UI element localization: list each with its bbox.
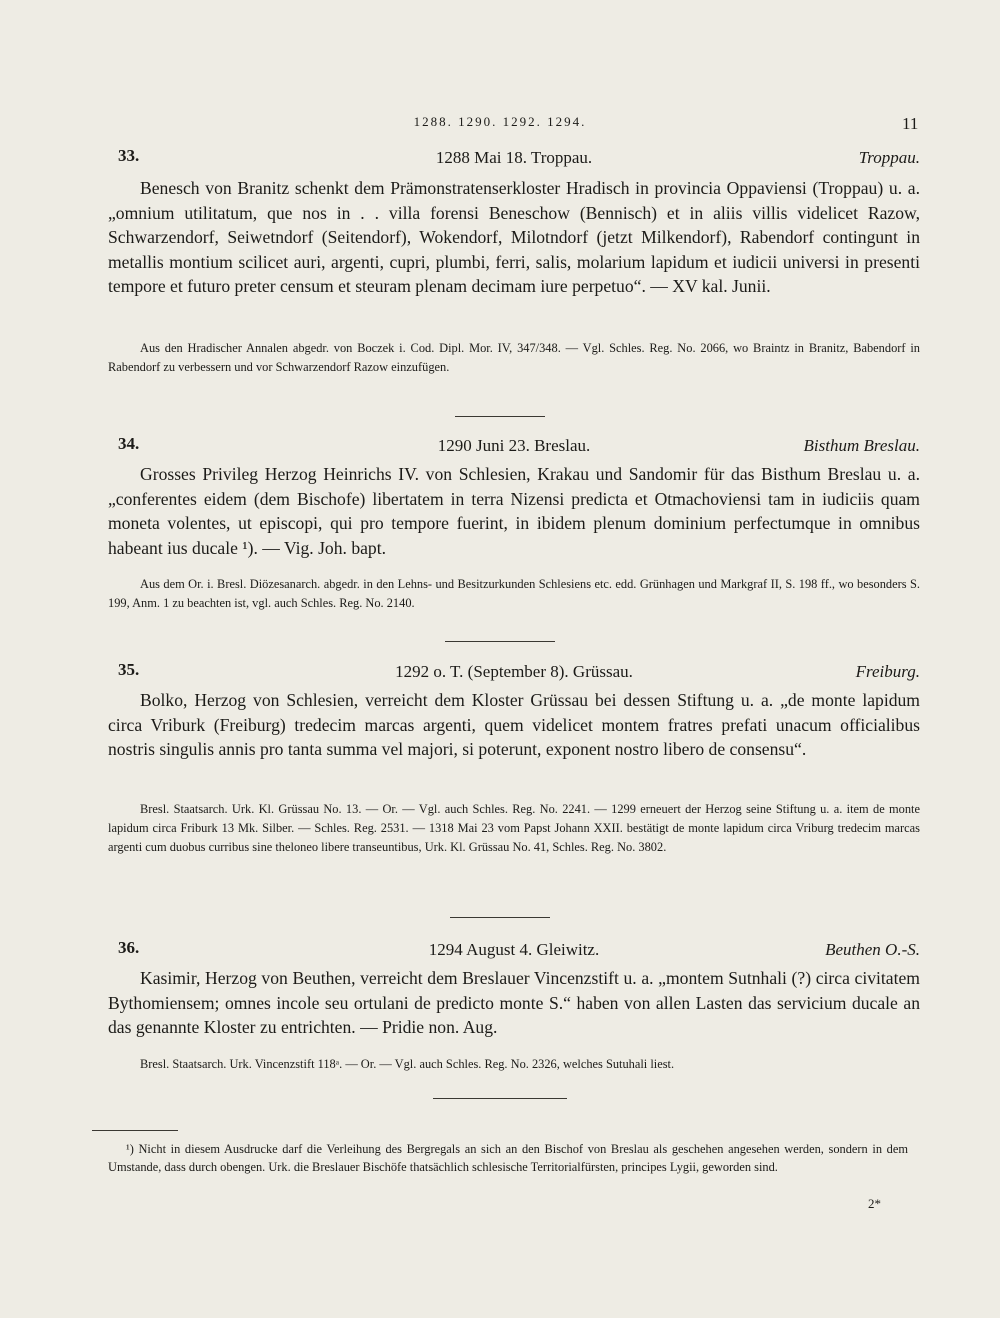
footnote-rule — [92, 1130, 178, 1131]
entry-place: Troppau. — [858, 148, 920, 167]
entry-date: 1294 August 4. Gleiwitz. — [428, 940, 600, 959]
entry-text — [108, 688, 920, 762]
entry-note-text: Aus den Hradischer Annalen abgedr. von Boczek i. Cod. Dipl. Mor. IV, 347/348. — Vgl. Schles. Reg. No. 2066, wo Braintz in Branitz, Babendorf in Rabendorf zu verbessern und vor Schwarzendorf Razow einzufügen. — [108, 341, 920, 374]
footnote — [108, 1140, 908, 1176]
entry-number: 36. — [118, 938, 140, 957]
entry-heading — [108, 146, 920, 170]
entry-number: 33. — [118, 146, 140, 165]
entry-note-text: Bresl. Staatsarch. Urk. Vincenzstift 118ᵃ. — Or. — Vgl. auch Schles. Reg. No. 2326, welches Sutuhali liest. — [140, 1057, 675, 1071]
entry-heading — [108, 660, 920, 684]
entry-text — [108, 176, 920, 299]
entry-note-text: Aus dem Or. i. Bresl. Diözesanarch. abgedr. in den Lehns- und Besitzurkunden Schlesiens etc. edd. Grünhagen und Markgraf II, S. 198 ff., wo besonders S. 199, Anm. 1 zu beachten ist, vgl. auch Schles. Reg. No. 2140. — [108, 577, 920, 610]
footnote-text: ¹) Nicht in diesem Ausdrucke darf die Verleihung des Bergregals an sich an den Bischof von Breslau als geschehen angesehen werden, sondern in dem Umstande, dass durch obengen. Urk. die Breslauer Bischöfe thatsächlich schlesische Territorialfürsten, principes Lygii, geworden sind. — [108, 1142, 908, 1174]
separator-rule — [450, 917, 550, 918]
entry-number: 34. — [118, 434, 140, 453]
entry-paragraph: Bolko, Herzog von Schlesien, verreicht dem Kloster Grüssau bei dessen Stiftung u. a. „de monte lapidum circa Vriburk (Freiburg) tredecim marcas argenti, quem videlicet montem fratres prefati unacum officialibus nostris singulis annis pro tanta summa vel majori, si poterunt, exponent nostro libero de consensu“. — [108, 690, 920, 759]
entry-paragraph: Benesch von Branitz schenkt dem Prämonstratenserkloster Hradisch in provincia Oppaviensi (Troppau) u. a. „omnium utilitatum, que nos in . . villa forensi Beneschow (Bennisch) et in aliis villis videlicet Razow, Schwarzendorf, Seiwetndorf (Seitendorf), Wokendorf, Milotndorf (jetzt Milkendorf), Rabendorf contingunt in metallis montium scilicet auri, argenti, cupri, plumbi, ferri, salis, molarium lapidum et iudicii universi in presenti tempore et futuro preter censum et steuram plenam decimam iure perpetuo“. — XV kal. Junii. — [108, 178, 920, 296]
running-head: 1288. 1290. 1292. 1294. — [413, 114, 587, 129]
entry-heading — [108, 938, 920, 962]
page-number: 11 — [902, 114, 919, 133]
entry-note — [108, 339, 920, 377]
entry-paragraph: Grosses Privileg Herzog Heinrichs IV. von Schlesien, Krakau und Sandomir für das Bisthum Breslau u. a. „conferentes eidem (dem Bischofe) libertatem in terra Nizensi predicta et Otmachoviensi tam in iudiciis quam moneta volentes, ut episcopi, qui pro tempore fuerint, in ibidem plenum dominium perfectumque in omnibus habeant ius ducale ¹). — Vig. Joh. bapt. — [108, 464, 920, 558]
entry-text — [108, 462, 920, 560]
separator-rule — [455, 416, 545, 417]
entry-note-text: Bresl. Staatsarch. Urk. Kl. Grüssau No. 13. — Or. — Vgl. auch Schles. Reg. No. 2241. — 1299 erneuert der Herzog seine Stiftung u. a. item de monte lapidum circa Friburk 13 Mk. Silber. — Schles. Reg. 2531. — 1318 Mai 23 vom Papst Johann XXII. bestätigt de monte lapidum circa Vriburg tredecim marcas argenti cum duobus curribus sine theloneo libere transeuntibus, Urk. Kl. Grüssau No. 41, Schles. Reg. No. 3802. — [108, 802, 920, 854]
entry-paragraph: Kasimir, Herzog von Beuthen, verreicht dem Breslauer Vincenzstift u. a. „montem Sutnhali (?) circa civitatem Bythomiensem; omnes incole seu ortulani de predicto monte S.“ haben von allen Lasten das servicium ducale an das genannte Kloster zu entrichten. — Pridie non. Aug. — [108, 968, 920, 1037]
entry-date: 1290 Juni 23. Breslau. — [437, 436, 591, 455]
signature-mark: 2* — [868, 1196, 881, 1211]
entry-note — [108, 800, 920, 857]
entry-date: 1292 o. T. (September 8). Grüssau. — [395, 662, 633, 681]
entry-place: Freiburg. — [855, 662, 920, 681]
entry-place: Beuthen O.-S. — [825, 940, 920, 959]
separator-rule — [445, 641, 555, 642]
entry-note — [108, 1055, 920, 1074]
entry-date: 1288 Mai 18. Troppau. — [435, 148, 593, 167]
entry-heading — [108, 434, 920, 458]
separator-rule — [433, 1098, 567, 1099]
entry-place: Bisthum Breslau. — [803, 436, 920, 455]
entry-note — [108, 575, 920, 613]
entry-number: 35. — [118, 660, 140, 679]
entry-text — [108, 966, 920, 1040]
